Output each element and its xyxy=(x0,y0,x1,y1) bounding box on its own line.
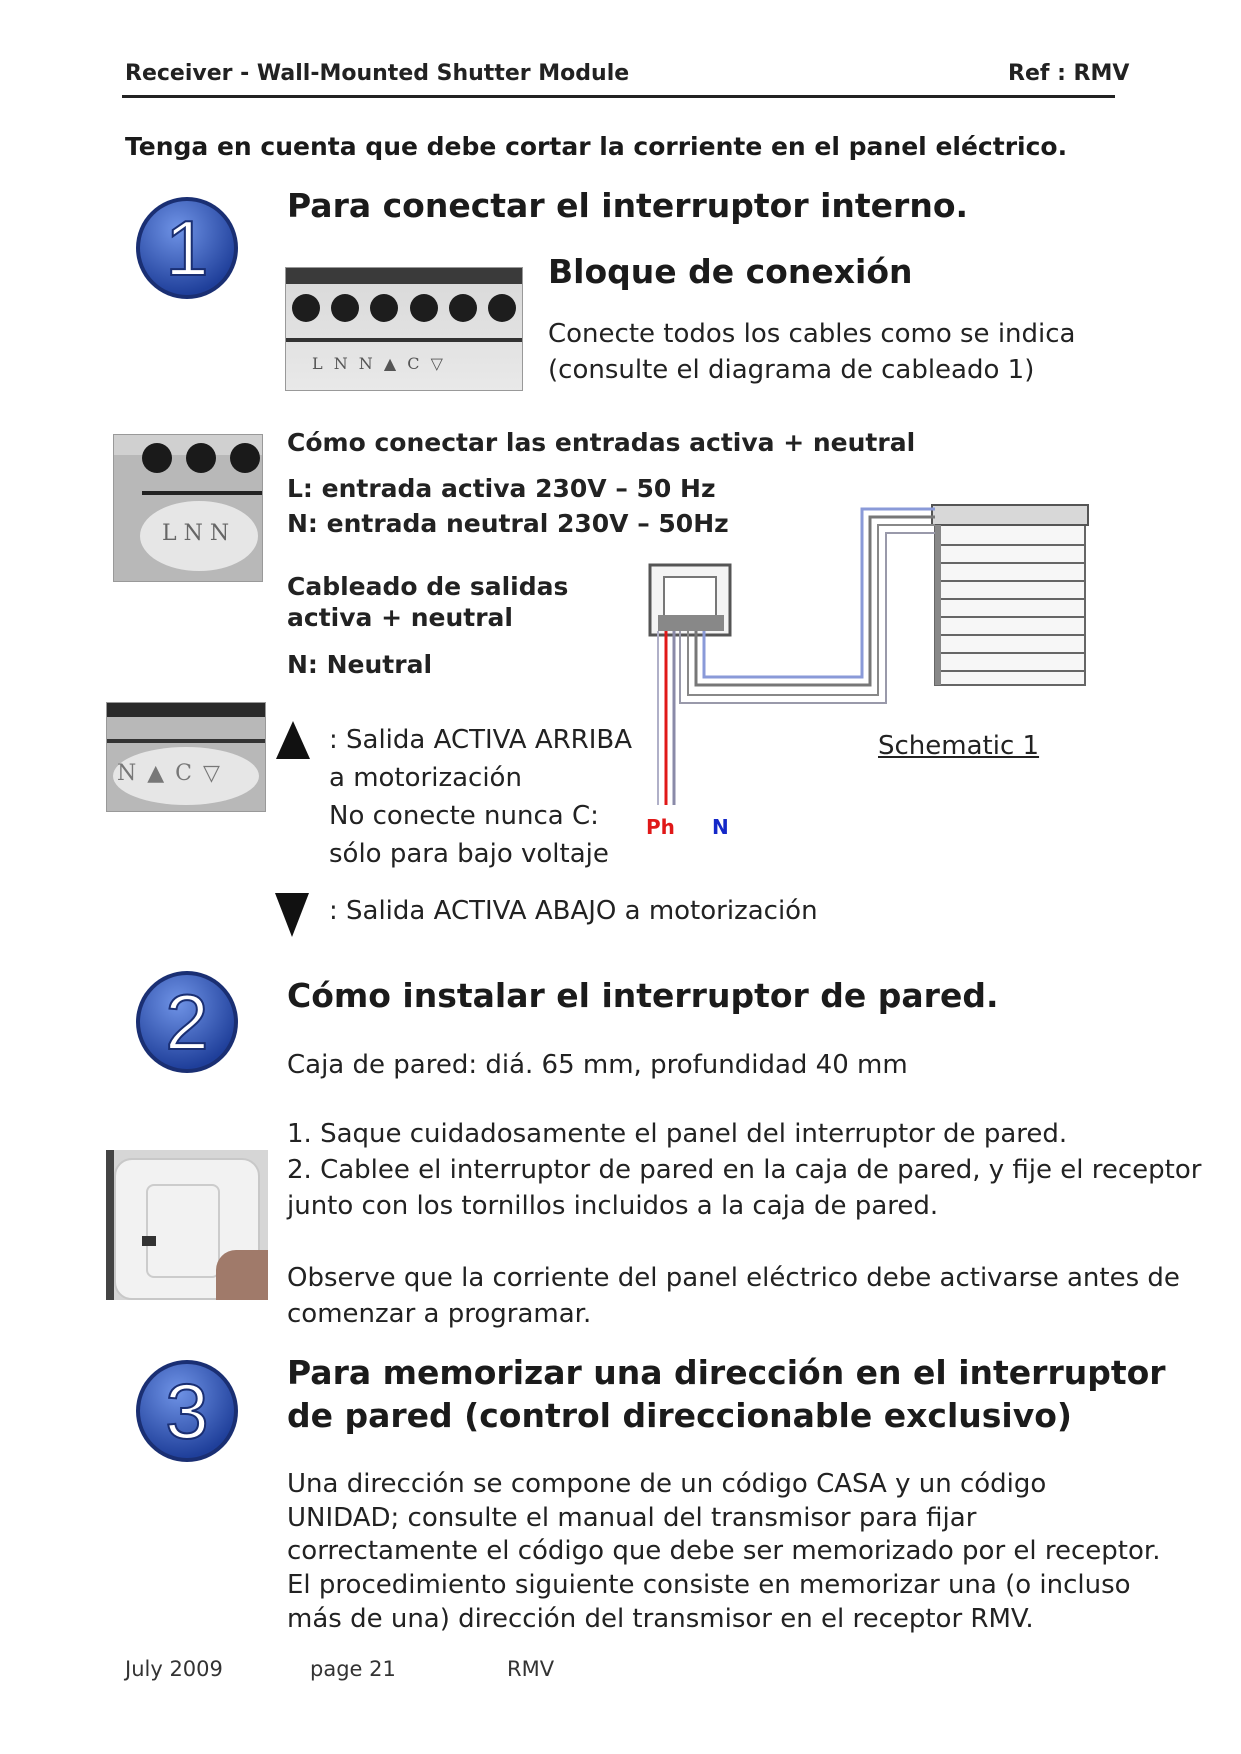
step-2-note-1: Observe que la corriente del panel eléctrico debe activarse antes de xyxy=(287,1263,1180,1293)
footer-ref: RMV xyxy=(507,1657,555,1681)
shutter-icon xyxy=(935,510,1085,685)
wiring-schematic xyxy=(600,495,1120,850)
step-2-note-2: comenzar a programar. xyxy=(287,1299,592,1329)
step-1-number: 1 xyxy=(165,204,209,292)
outputs-terminal-photo xyxy=(106,702,266,812)
warn-c-2: sólo para bajo voltaje xyxy=(329,839,609,869)
step-2-badge-icon xyxy=(132,967,242,1077)
wall-box-text: Caja de pared: diá. 65 mm, profundidad 40 mm xyxy=(287,1050,908,1080)
block-title: Bloque de conexión xyxy=(548,252,913,291)
block-text-2: (consulte el diagrama de cableado 1) xyxy=(548,355,1035,385)
step-1-badge-icon xyxy=(132,193,242,303)
inputs-title: Cómo conectar las entradas activa + neutral xyxy=(287,428,916,457)
connection-block-photo xyxy=(285,267,523,391)
step-3-badge-icon xyxy=(132,1356,242,1466)
step-2-title: Cómo instalar el interruptor de pared. xyxy=(287,976,999,1015)
wall-switch-photo xyxy=(106,1150,268,1300)
outputs-photo-labels: N ▲ C ▽ xyxy=(117,761,222,786)
inputs-terminal-photo xyxy=(113,434,263,582)
footer-date: July 2009 xyxy=(125,1657,223,1681)
phase-label: Ph xyxy=(646,815,675,839)
header-ref: Ref : RMV xyxy=(1008,61,1130,86)
outputs-title-1: Cableado de salidas xyxy=(287,572,569,601)
step-3-title-1: Para memorizar una dirección en el interruptor xyxy=(287,1353,1166,1392)
step-2-item-2-line-1: 2. Cablee el interruptor de pared en la caja de pared, y fije el receptor xyxy=(287,1155,1202,1185)
input-N: N: entrada neutral 230V – 50Hz xyxy=(287,509,729,538)
block-text-1: Conecte todos los cables como se indica xyxy=(548,319,1076,349)
outputs-title-2: activa + neutral xyxy=(287,603,514,632)
step-3-number: 3 xyxy=(165,1367,209,1455)
down-arrow-icon xyxy=(273,891,311,939)
step-3-text-1: Una dirección se compone de un código CASA y un código xyxy=(287,1469,1047,1499)
footer-page: page 21 xyxy=(310,1657,396,1681)
step-3-title-2: de pared (control direccionable exclusivo) xyxy=(287,1396,1072,1435)
step-1-title: Para conectar el interruptor interno. xyxy=(287,186,969,225)
neutral-label: N: Neutral xyxy=(287,650,433,679)
up-text-2: a motorización xyxy=(329,763,522,793)
warn-c-1: No conecte nunca C: xyxy=(329,801,599,831)
receiver-terminals xyxy=(658,615,724,631)
input-L: L: entrada activa 230V – 50 Hz xyxy=(287,474,716,503)
step-3-text-5: más de una) dirección del transmisor en el receptor RMV. xyxy=(287,1604,1034,1634)
step-3-text-3: correctamente el código que debe ser memorizado por el receptor. xyxy=(287,1536,1161,1566)
schematic-label: Schematic 1 xyxy=(878,731,1040,761)
step-2-item-1: 1. Saque cuidadosamente el panel del interruptor de pared. xyxy=(287,1119,1068,1149)
down-text: : Salida ACTIVA ABAJO a motorización xyxy=(329,896,818,926)
step-3-text-4: El procedimiento siguiente consiste en memorizar una (o incluso xyxy=(287,1570,1131,1600)
step-2-number: 2 xyxy=(165,978,209,1066)
connection-block-labels: L N N ▲ C ▽ xyxy=(312,354,446,373)
neutral-wire-label: N xyxy=(712,815,729,839)
up-text-1: : Salida ACTIVA ARRIBA xyxy=(329,725,633,755)
header-title: Receiver - Wall-Mounted Shutter Module xyxy=(125,61,630,86)
step-3-text-2: UNIDAD; consulte el manual del transmisor para fijar xyxy=(287,1503,977,1533)
step-2-item-2-line-2: junto con los tornillos incluidos a la caja de pared. xyxy=(287,1191,939,1221)
header-rule xyxy=(122,95,1115,98)
power-warning: Tenga en cuenta que debe cortar la corriente en el panel eléctrico. xyxy=(125,132,1068,161)
up-arrow-icon xyxy=(274,719,312,761)
inputs-photo-labels: L N N xyxy=(162,521,230,546)
